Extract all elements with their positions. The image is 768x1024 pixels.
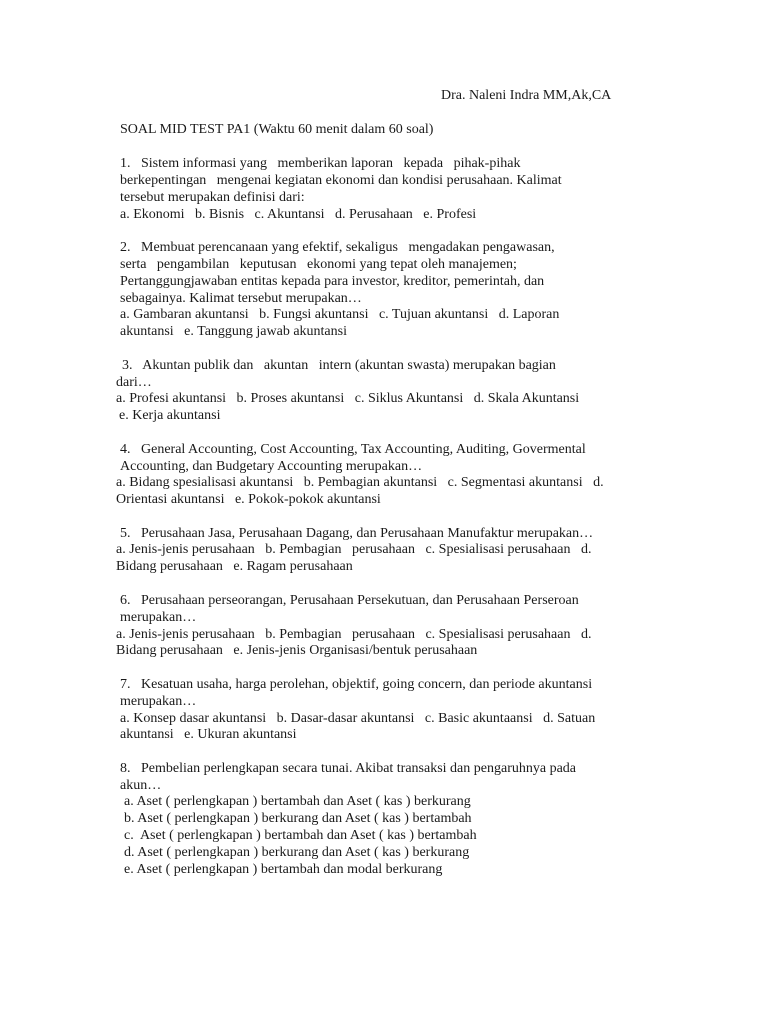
author-name: Dra. Naleni Indra MM,Ak,CA xyxy=(441,88,612,103)
question-3-text: 3. Akuntan publik dan akuntan intern (akuntan swasta) merupakan bagian xyxy=(122,358,556,373)
question-4-options: a. Bidang spesialisasi akuntansi b. Pembagian akuntansi c. Segmentasi akuntansi d. xyxy=(116,475,604,490)
question-3-text: dari… xyxy=(116,375,152,390)
question-5-options: a. Jenis-jenis perusahaan b. Pembagian perusahaan c. Spesialisasi perusahaan d. xyxy=(116,542,592,557)
question-5-options: Bidang perusahaan e. Ragam perusahaan xyxy=(116,559,353,574)
question-1-options: a. Ekonomi b. Bisnis c. Akuntansi d. Perusahaan e. Profesi xyxy=(120,207,477,222)
question-2-text: 2. Membuat perencanaan yang efektif, sekaligus mengadakan pengawasan, xyxy=(120,240,555,255)
question-1-text: tersebut merupakan definisi dari: xyxy=(120,190,305,205)
question-5-text: 5. Perusahaan Jasa, Perusahaan Dagang, dan Perusahaan Manufaktur merupakan… xyxy=(120,526,594,541)
question-7-options: akuntansi e. Ukuran akuntansi xyxy=(120,727,297,742)
question-6-text: merupakan… xyxy=(120,610,197,625)
question-6-text: 6. Perusahaan perseorangan, Perusahaan Persekutuan, dan Perusahaan Perseroan xyxy=(120,593,579,608)
question-7-text: 7. Kesatuan usaha, harga perolehan, objektif, going concern, dan periode akuntansi xyxy=(120,677,593,692)
question-7-text: merupakan… xyxy=(120,694,197,709)
question-2-text: Pertanggungjawaban entitas kepada para investor, kreditor, pemerintah, dan xyxy=(120,274,545,289)
question-2-text: serta pengambilan keputusan ekonomi yang tepat oleh manajemen; xyxy=(120,257,517,272)
question-6-options: a. Jenis-jenis perusahaan b. Pembagian perusahaan c. Spesialisasi perusahaan d. xyxy=(116,627,592,642)
exam-title: SOAL MID TEST PA1 (Waktu 60 menit dalam 60 soal) xyxy=(120,122,434,137)
question-8-option-c: c. Aset ( perlengkapan ) bertambah dan Aset ( kas ) bertambah xyxy=(124,828,477,843)
question-4-text: 4. General Accounting, Cost Accounting, Tax Accounting, Auditing, Govermental xyxy=(120,442,586,457)
question-8-text: 8. Pembelian perlengkapan secara tunai. Akibat transaksi dan pengaruhnya pada xyxy=(120,761,577,776)
question-8-option-a: a. Aset ( perlengkapan ) bertambah dan Aset ( kas ) berkurang xyxy=(124,794,471,809)
question-8-option-d: d. Aset ( perlengkapan ) berkurang dan Aset ( kas ) berkurang xyxy=(124,845,470,860)
question-3-options: e. Kerja akuntansi xyxy=(119,408,221,423)
question-7-options: a. Konsep dasar akuntansi b. Dasar-dasar akuntansi c. Basic akuntaansi d. Satuan xyxy=(120,711,596,726)
question-2-options: akuntansi e. Tanggung jawab akuntansi xyxy=(120,324,347,339)
question-3-options: a. Profesi akuntansi b. Proses akuntansi c. Siklus Akuntansi d. Skala Akuntansi xyxy=(116,391,580,406)
question-4-options: Orientasi akuntansi e. Pokok-pokok akuntansi xyxy=(116,492,381,507)
question-1-text: 1. Sistem informasi yang memberikan laporan kepada pihak-pihak xyxy=(120,156,521,171)
question-2-options: a. Gambaran akuntansi b. Fungsi akuntansi c. Tujuan akuntansi d. Laporan xyxy=(120,307,560,322)
question-2-text: sebagainya. Kalimat tersebut merupakan… xyxy=(120,291,362,306)
question-4-text: Accounting, dan Budgetary Accounting merupakan… xyxy=(120,459,423,474)
question-1-text: berkepentingan mengenai kegiatan ekonomi dan kondisi perusahaan. Kalimat xyxy=(120,173,562,188)
question-8-text: akun… xyxy=(120,778,162,793)
question-8-option-b: b. Aset ( perlengkapan ) berkurang dan Aset ( kas ) bertambah xyxy=(124,811,472,826)
question-8-option-e: e. Aset ( perlengkapan ) bertambah dan modal berkurang xyxy=(124,862,443,877)
question-6-options: Bidang perusahaan e. Jenis-jenis Organisasi/bentuk perusahaan xyxy=(116,643,478,658)
